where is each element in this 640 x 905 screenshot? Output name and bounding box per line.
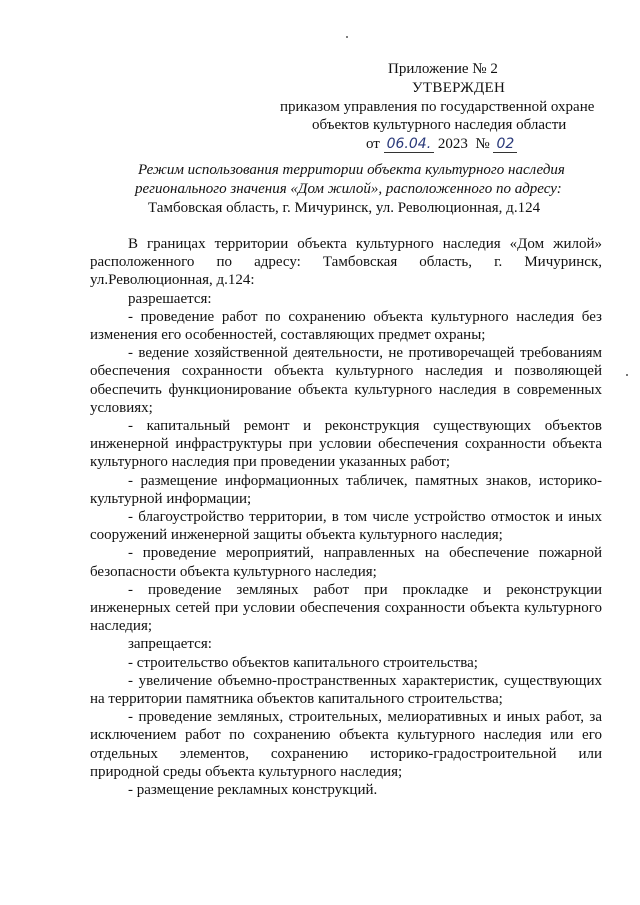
document-body [90,235,602,799]
title-line-2: регионального значения «Дом жилой», расположенного по адресу: [135,181,562,197]
scan-speck [346,36,348,38]
forbidden-item: - проведение земляных, строительных, мелиоративных и иных работ, за исключением работ по сохранению объекта культурного наследия или его отдельных элементов, сохранению историко-градостроительной или природной среды объекта культурного наследия; [90,709,602,780]
allowed-item: - капитальный ремонт и реконструкция существующих объектов инженерной инфраструктуры при условии обеспечения сохранности объекта культурного наследия при проведении указанных работ; [90,418,602,471]
forbidden-item: - размещение рекламных конструкций. [128,782,378,799]
allowed-item: - проведение мероприятий, направленных на обеспечение пожарной безопасности объекта культурного наследия; [90,545,602,580]
number-sign: № [475,136,490,152]
appendix-label: Приложение № 2 [388,61,498,77]
order-date-line [366,135,517,153]
allowed-item: - ведение хозяйственной деятельности, не противоречащей требованиям обеспечения сохранности объекта культурного наследия и позволяющей обеспечить функционирование объекта культурного наследия в современных условиях; [90,345,602,416]
order-year: 2023 [437,136,468,152]
forbidden-item: - увеличение объемно-пространственных характеристик, существующих на территории памятника объектов капитального строительства; [90,672,602,708]
handwritten-number: 02 [493,137,517,153]
handwritten-date: 06.04. [384,137,435,153]
date-prefix: от [366,136,380,152]
allowed-item: - проведение земляных работ при прокладке и реконструкции инженерных сетей при условии обеспечения сохранности объекта культурного наследия; [90,581,602,635]
intro-paragraph: В границах территории объекта культурного наследия «Дом жилой» расположенного по адресу: Тамбовская область, г. Мичуринск, ул.Революционная, д.124: [90,236,602,289]
title-line-3: Тамбовская область, г. Мичуринск, ул. Революционная, д.124 [148,200,541,216]
allowed-heading: разрешается: [128,290,212,307]
order-line-1: приказом управления по государственной охране [280,99,595,115]
scan-speck [626,374,628,376]
forbidden-item: - строительство объектов капитального строительства; [128,654,478,671]
allowed-item: - благоустройство территории, в том числе устройство отмосток и иных сооружений инженерной защиты объекта культурного наследия; [90,509,602,544]
allowed-item: - проведение работ по сохранению объекта культурного наследия без изменения его особенностей, составляющих предмет охраны; [90,308,602,344]
allowed-item: - размещение информационных табличек, памятных знаков, историко-культурной информации; [90,472,602,507]
forbidden-heading: запрещается: [128,636,212,653]
title-line-1: Режим использования территории объекта культурного наследия [138,162,565,178]
approved-label: УТВЕРЖДЕН [412,80,506,96]
order-line-2: объектов культурного наследия области [312,117,567,133]
